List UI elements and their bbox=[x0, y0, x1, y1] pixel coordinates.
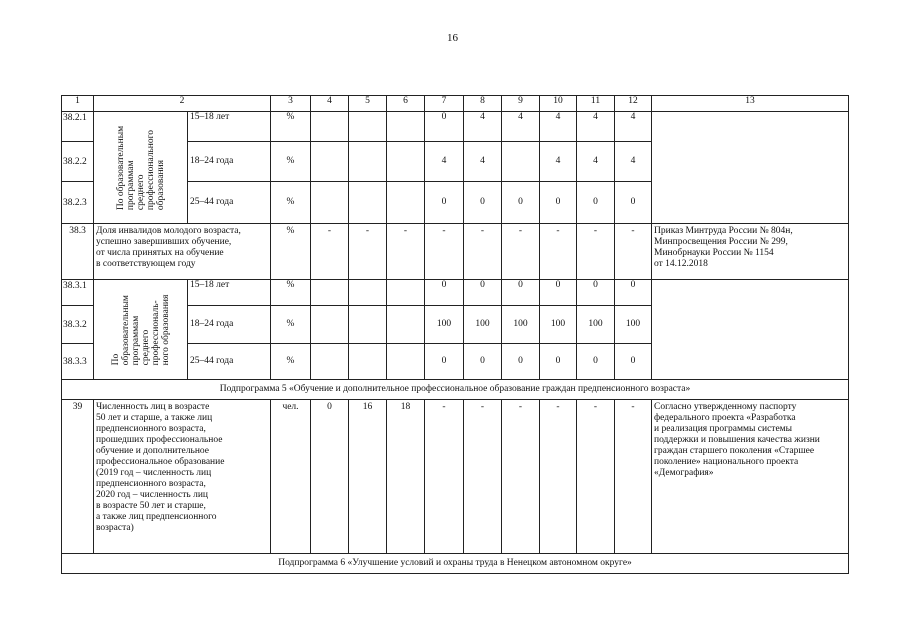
value-cell: 0 bbox=[540, 280, 577, 306]
value-cell: 100 bbox=[425, 306, 464, 344]
value-cell: 0 bbox=[311, 400, 349, 554]
value-cell: 0 bbox=[502, 344, 540, 380]
value-cell: 100 bbox=[615, 306, 652, 344]
value-cell: 4 bbox=[615, 142, 652, 182]
unit-cell: чел. bbox=[271, 400, 311, 554]
value-cell bbox=[311, 344, 349, 380]
value-cell bbox=[349, 344, 387, 380]
header-cell: 13 bbox=[652, 96, 849, 112]
value-cell: 0 bbox=[502, 280, 540, 306]
header-cell: 10 bbox=[540, 96, 577, 112]
value-cell: - bbox=[464, 224, 502, 280]
group-label: По образовательным программам среднего профессионального образования bbox=[115, 125, 166, 210]
value-cell bbox=[387, 182, 425, 224]
row-number: 38.3.3 bbox=[62, 344, 94, 380]
value-cell bbox=[387, 280, 425, 306]
value-cell: 0 bbox=[425, 112, 464, 142]
value-cell: - bbox=[540, 400, 577, 554]
value-cell: 0 bbox=[577, 182, 615, 224]
value-cell bbox=[311, 112, 349, 142]
value-cell: 0 bbox=[577, 344, 615, 380]
value-cell: 0 bbox=[425, 344, 464, 380]
table-row bbox=[62, 400, 849, 554]
row-number: 38.3 bbox=[62, 224, 94, 280]
unit-cell: % bbox=[271, 142, 311, 182]
value-cell bbox=[387, 112, 425, 142]
value-cell: 100 bbox=[502, 306, 540, 344]
group-label-cell bbox=[94, 280, 188, 380]
unit-cell: % bbox=[271, 280, 311, 306]
header-row bbox=[62, 96, 849, 112]
header-cell: 6 bbox=[387, 96, 425, 112]
value-cell: 0 bbox=[464, 280, 502, 306]
age-cell: 25–44 года bbox=[188, 182, 271, 224]
value-cell bbox=[349, 280, 387, 306]
value-cell bbox=[311, 142, 349, 182]
subprogram-row bbox=[62, 380, 849, 400]
value-cell bbox=[311, 182, 349, 224]
group-label-cell bbox=[94, 112, 188, 224]
value-cell: 0 bbox=[615, 344, 652, 380]
note-cell: Приказ Минтруда России № 804н, Минпросвещения России № 299, Минобрнауки России № 1154 от 14.12.2018 bbox=[652, 224, 849, 280]
table-row bbox=[62, 280, 849, 306]
header-cell: 1 bbox=[62, 96, 94, 112]
value-cell: 0 bbox=[540, 344, 577, 380]
header-cell: 4 bbox=[311, 96, 349, 112]
table-row bbox=[62, 112, 849, 142]
value-cell: 4 bbox=[425, 142, 464, 182]
value-cell: 0 bbox=[464, 182, 502, 224]
value-cell bbox=[387, 142, 425, 182]
value-cell: - bbox=[502, 400, 540, 554]
subprogram-row bbox=[62, 554, 849, 574]
value-cell: 100 bbox=[464, 306, 502, 344]
header-cell: 7 bbox=[425, 96, 464, 112]
unit-cell: % bbox=[271, 112, 311, 142]
value-cell: - bbox=[311, 224, 349, 280]
value-cell: - bbox=[502, 224, 540, 280]
value-cell: - bbox=[349, 224, 387, 280]
value-cell: 4 bbox=[540, 142, 577, 182]
value-cell bbox=[387, 306, 425, 344]
value-cell: 4 bbox=[464, 112, 502, 142]
value-cell: - bbox=[425, 224, 464, 280]
value-cell bbox=[387, 344, 425, 380]
age-cell: 18–24 года bbox=[188, 306, 271, 344]
value-cell bbox=[311, 280, 349, 306]
value-cell: 16 bbox=[349, 400, 387, 554]
page-number: 16 bbox=[447, 32, 458, 44]
value-cell: 100 bbox=[577, 306, 615, 344]
value-cell bbox=[311, 306, 349, 344]
row-number: 38.2.3 bbox=[62, 182, 94, 224]
unit-cell: % bbox=[271, 344, 311, 380]
unit-cell: % bbox=[271, 306, 311, 344]
age-cell: 25–44 года bbox=[188, 344, 271, 380]
value-cell: - bbox=[425, 400, 464, 554]
value-cell: 0 bbox=[615, 182, 652, 224]
value-cell bbox=[349, 112, 387, 142]
subprogram-title: Подпрограмма 6 «Улучшение условий и охраны труда в Ненецком автономном округе» bbox=[62, 554, 849, 574]
indicators-table bbox=[61, 95, 849, 574]
table-row bbox=[62, 224, 849, 280]
age-cell: 15–18 лет bbox=[188, 112, 271, 142]
value-cell: - bbox=[615, 400, 652, 554]
value-cell: - bbox=[387, 224, 425, 280]
value-cell: 4 bbox=[464, 142, 502, 182]
value-cell: 0 bbox=[577, 280, 615, 306]
age-cell: 18–24 года bbox=[188, 142, 271, 182]
value-cell bbox=[349, 142, 387, 182]
value-cell: - bbox=[577, 224, 615, 280]
row-number: 38.2.2 bbox=[62, 142, 94, 182]
unit-cell: % bbox=[271, 182, 311, 224]
header-cell: 5 bbox=[349, 96, 387, 112]
row-number: 39 bbox=[62, 400, 94, 554]
value-cell bbox=[349, 306, 387, 344]
note-cell bbox=[652, 112, 849, 224]
row-number: 38.3.1 bbox=[62, 280, 94, 306]
header-cell: 9 bbox=[502, 96, 540, 112]
note-cell: Согласно утвержденному паспорту федерального проекта «Разработка и реализация программы системы поддержки и повышения качества жизни граждан старшего поколения «Старшее поколение» национального проекта «Демография» bbox=[652, 400, 849, 554]
value-cell: - bbox=[464, 400, 502, 554]
value-cell: 0 bbox=[464, 344, 502, 380]
value-cell: 0 bbox=[540, 182, 577, 224]
group-label: По образовательным программам среднего профессиональ- ного образования bbox=[110, 294, 171, 365]
indicator-name: Доля инвалидов молодого возраста, успешно завершивших обучение, от числа принятых на обучение в соответствующем году bbox=[94, 224, 271, 280]
value-cell: 4 bbox=[577, 112, 615, 142]
value-cell: 4 bbox=[540, 112, 577, 142]
row-number: 38.3.2 bbox=[62, 306, 94, 344]
value-cell bbox=[502, 142, 540, 182]
value-cell: 0 bbox=[502, 182, 540, 224]
value-cell: - bbox=[615, 224, 652, 280]
header-cell: 2 bbox=[94, 96, 271, 112]
note-cell bbox=[652, 280, 849, 380]
age-cell: 15–18 лет bbox=[188, 280, 271, 306]
value-cell: 4 bbox=[502, 112, 540, 142]
header-cell: 12 bbox=[615, 96, 652, 112]
value-cell: 100 bbox=[540, 306, 577, 344]
value-cell: 4 bbox=[615, 112, 652, 142]
indicator-name: Численность лиц в возрасте 50 лет и старше, а также лиц предпенсионного возраста, прошедших профессиональное обучение и дополнительное профессиональное образование (2019 год – численность лиц предпенсионного возраста, 2020 год – численность лиц в возрасте 50 лет и старше, а также лиц предпенсионного возраста) bbox=[94, 400, 271, 554]
header-cell: 3 bbox=[271, 96, 311, 112]
value-cell: 0 bbox=[425, 280, 464, 306]
header-cell: 11 bbox=[577, 96, 615, 112]
header-cell: 8 bbox=[464, 96, 502, 112]
value-cell: - bbox=[540, 224, 577, 280]
value-cell bbox=[349, 182, 387, 224]
value-cell: 0 bbox=[425, 182, 464, 224]
row-number: 38.2.1 bbox=[62, 112, 94, 142]
subprogram-title: Подпрограмма 5 «Обучение и дополнительное профессиональное образование граждан предпенсионного возраста» bbox=[62, 380, 849, 400]
value-cell: 0 bbox=[615, 280, 652, 306]
unit-cell: % bbox=[271, 224, 311, 280]
value-cell: 4 bbox=[577, 142, 615, 182]
value-cell: 18 bbox=[387, 400, 425, 554]
value-cell: - bbox=[577, 400, 615, 554]
